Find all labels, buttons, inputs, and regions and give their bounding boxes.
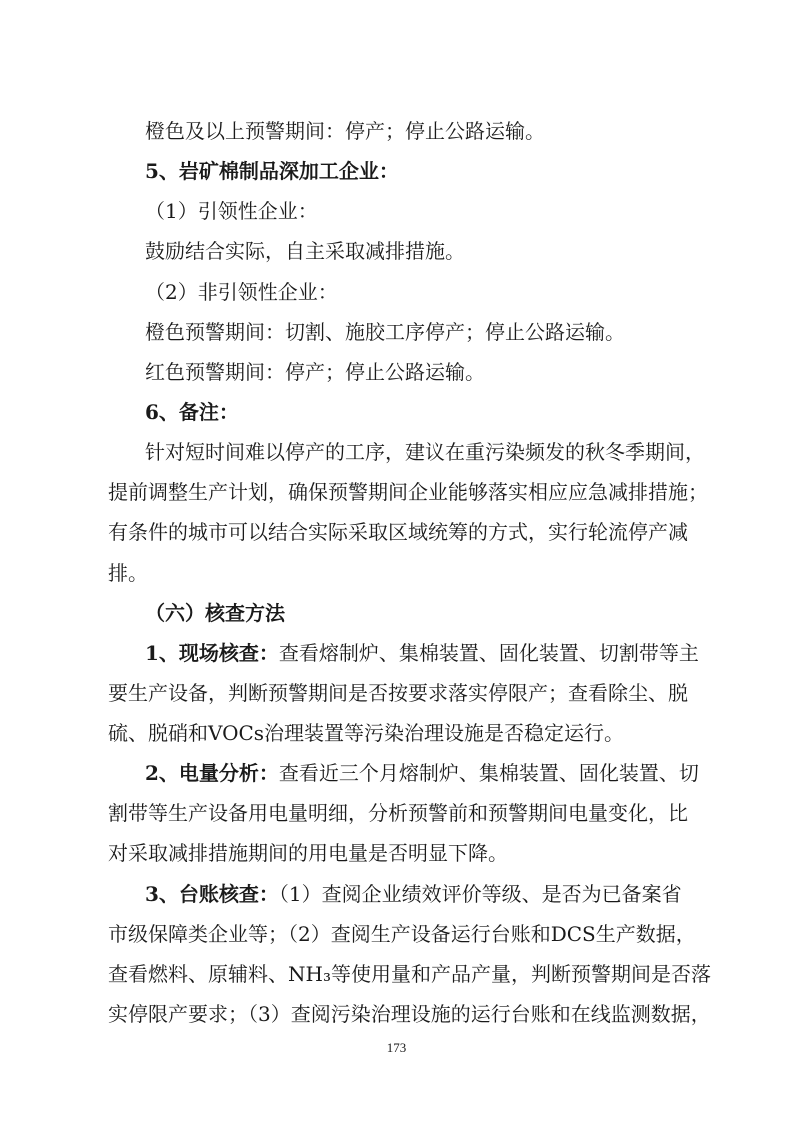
text-line: 市级保障类企业等；（2）查阅生产设备运行台账和DCS生产数据，: [108, 922, 696, 946]
text-line: 对采取减排措施期间的用电量是否明显下降。: [108, 841, 508, 865]
section-heading: （六）核查方法: [145, 601, 285, 625]
section-heading: 5、岩矿棉制品深加工企业：: [145, 159, 399, 183]
text-line: 橙色预警期间：切割、施胶工序停产；停止公路运输。: [145, 320, 625, 344]
text-line: 割带等生产设备用电量明细，分析预警前和预警期间电量变化，比: [108, 801, 688, 825]
text-line: 排。: [108, 561, 148, 585]
text-line: （1）引领性企业：: [145, 199, 318, 223]
text-line: 硫、脱硝和VOCs治理装置等污染治理设施是否稳定运行。: [108, 721, 625, 745]
text-line: 实停限产要求；（3）查阅污染治理设施的运行台账和在线监测数据，: [108, 1002, 711, 1026]
text-line: 查看燃料、原辅料、NH₃等使用量和产品产量，判断预警期间是否落: [108, 962, 711, 986]
text-line: 有条件的城市可以结合实际采取区域统筹的方式，实行轮流停产减: [108, 520, 688, 544]
text-line: 2、电量分析：查看近三个月熔制炉、集棉装置、固化装置、切: [145, 761, 699, 785]
text-line: 鼓励结合实际，自主采取减排措施。: [145, 239, 465, 263]
text-line: 橙色及以上预警期间：停产；停止公路运输。: [145, 119, 545, 143]
text-line: 要生产设备，判断预警期间是否按要求落实停限产；查看除尘、脱: [108, 681, 688, 705]
text-line: （2）非引领性企业：: [145, 280, 338, 304]
text-line: 针对短时间难以停产的工序，建议在重污染频发的秋冬季期间，: [145, 440, 705, 464]
page-number: 173: [386, 1040, 407, 1055]
text-line: 1、现场核查：查看熔制炉、集棉装置、固化装置、切割带等主: [145, 641, 699, 665]
section-heading: 6、备注：: [145, 400, 239, 424]
text-line: 红色预警期间：停产；停止公路运输。: [145, 360, 485, 384]
text-line: 3、台账核查：（1）查阅企业绩效评价等级、是否为已备案省: [145, 882, 682, 906]
text-line: 提前调整生产计划，确保预警期间企业能够落实相应应急减排措施；: [108, 480, 708, 504]
